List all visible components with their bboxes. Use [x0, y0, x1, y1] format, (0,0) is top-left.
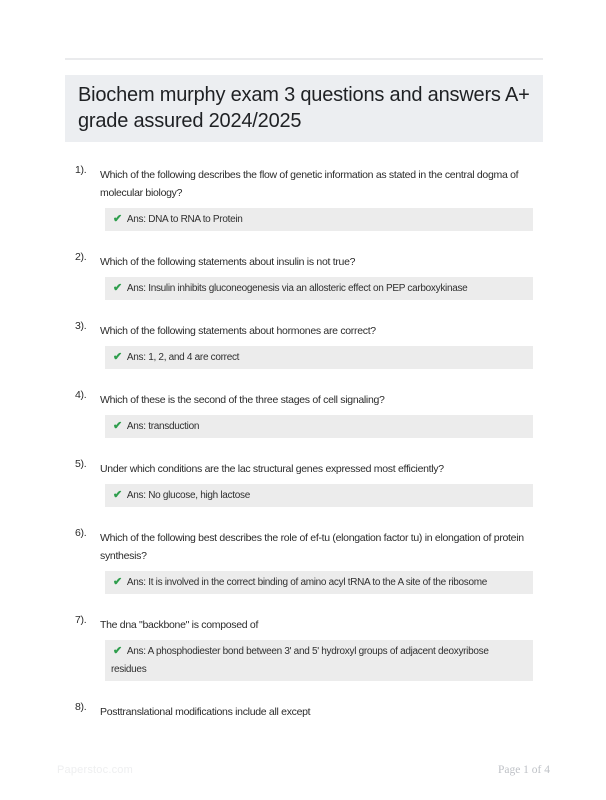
question-block-7 — [65, 616, 543, 681]
answer-text: Ans: A phosphodiester bond between 3' and 5' hydroxyl groups of adjacent deoxyribose residues — [111, 646, 489, 675]
question-row — [65, 703, 543, 721]
check-icon: ✔ — [113, 213, 122, 225]
question-block-8 — [65, 703, 543, 721]
question-row — [65, 391, 543, 409]
watermark: Paperstoc.com — [57, 764, 133, 776]
check-icon: ✔ — [113, 645, 122, 657]
check-icon: ✔ — [113, 576, 122, 588]
question-number: 2). — [75, 251, 87, 263]
answer-text: Ans: DNA to RNA to Protein — [126, 214, 243, 225]
answer-box — [105, 277, 533, 300]
answer-text: Ans: 1, 2, and 4 are correct — [126, 352, 240, 363]
question-text: The dna "backbone" is composed of — [100, 619, 259, 631]
question-number: 6). — [75, 527, 87, 539]
question-block-2 — [65, 253, 543, 300]
question-block-3 — [65, 322, 543, 369]
answer-text: Ans: transduction — [126, 421, 200, 432]
question-number: 1). — [75, 164, 87, 176]
answer-box — [105, 640, 533, 681]
question-number: 7). — [75, 614, 87, 626]
answer-text: Ans: It is involved in the correct binding of amino acyl tRNA to the A site of the ribosome — [126, 577, 488, 588]
question-number: 3). — [75, 320, 87, 332]
question-text: Which of the following statements about insulin is not true? — [100, 256, 356, 268]
question-row — [65, 460, 543, 478]
question-number: 5). — [75, 458, 87, 470]
question-row — [65, 616, 543, 634]
check-icon: ✔ — [113, 420, 122, 432]
page-title: Biochem murphy exam 3 questions and answers A+ grade assured 2024/2025 — [78, 84, 530, 132]
check-icon: ✔ — [113, 489, 122, 501]
answer-box — [105, 346, 533, 369]
question-number: 8). — [75, 701, 87, 713]
answer-text: Ans: No glucose, high lactose — [126, 490, 250, 501]
question-row — [65, 166, 543, 202]
answer-box — [105, 484, 533, 507]
question-row — [65, 529, 543, 565]
question-text: Which of the following statements about hormones are correct? — [100, 325, 376, 337]
question-row — [65, 253, 543, 271]
question-text: Which of these is the second of the three stages of cell signaling? — [100, 394, 385, 406]
question-block-1 — [65, 166, 543, 231]
answer-box — [105, 208, 533, 231]
question-text: Under which conditions are the lac structural genes expressed most efficiently? — [100, 463, 444, 475]
answer-text: Ans: Insulin inhibits gluconeogenesis via an allosteric effect on PEP carboxykinase — [126, 283, 468, 294]
question-number: 4). — [75, 389, 87, 401]
question-text: Which of the following best describes the role of ef-tu (elongation factor tu) in elongation of protein synthesis? — [100, 532, 524, 562]
top-divider — [65, 58, 543, 60]
question-text: Posttranslational modifications include all except — [100, 706, 311, 718]
question-list — [0, 166, 606, 721]
answer-box — [105, 415, 533, 438]
question-block-6 — [65, 529, 543, 594]
question-row — [65, 322, 543, 340]
check-icon: ✔ — [113, 282, 122, 294]
check-icon: ✔ — [113, 351, 122, 363]
question-text: Which of the following describes the flow of genetic information as stated in the central dogma of molecular biology? — [100, 169, 519, 199]
answer-box — [105, 571, 533, 594]
title-box — [65, 75, 543, 142]
page-indicator: Page 1 of 4 — [497, 764, 550, 776]
question-block-5 — [65, 460, 543, 507]
question-block-4 — [65, 391, 543, 438]
